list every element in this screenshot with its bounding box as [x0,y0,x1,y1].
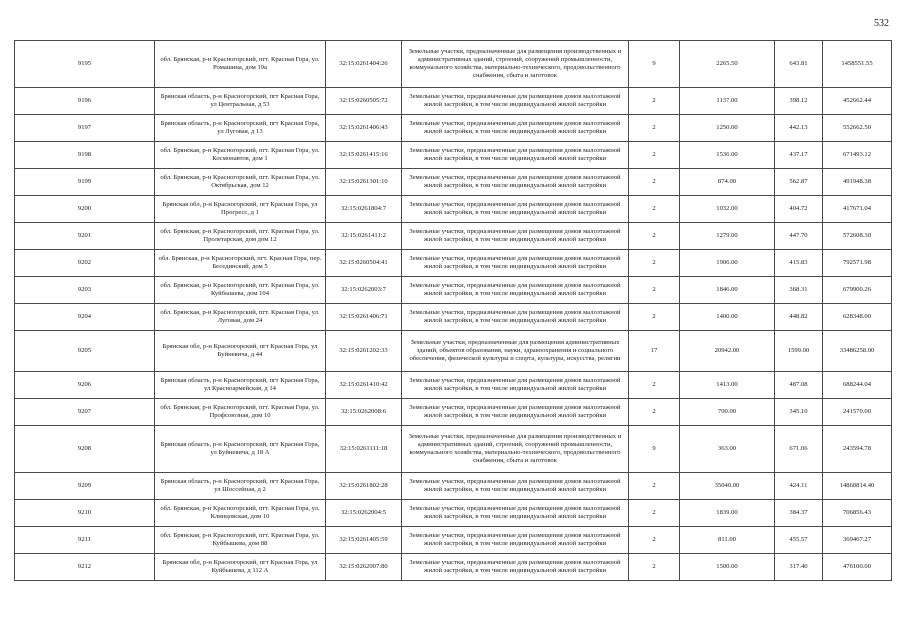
cadastral-value-cell: 688244.04 [823,372,892,399]
use-group-cell: 9 [629,426,680,473]
table-row [15,304,892,331]
land-use-cell: Земельные участки, предназначенные для размещения домов малоэтажной жилой застройки, в том числе индивидуальной жилой застройки [402,500,629,527]
land-registry-table [14,40,892,581]
cadastral-value-cell: 792571.98 [823,250,892,277]
area-cell: 1400.00 [680,304,775,331]
address-cell: Брянская обл, р-н Красногорский, пгт Красная Гора, ул Буйневича, д 44 [155,331,326,372]
specific-value-cell: 345.10 [775,399,823,426]
cadastral-number-cell: 32:15:0261802:28 [326,473,402,500]
row-number: 9196 [15,88,155,115]
use-group-cell: 2 [629,142,680,169]
specific-value-cell: 317.40 [775,554,823,581]
cadastral-value-cell: 369467.27 [823,527,892,554]
row-number: 9198 [15,142,155,169]
specific-value-cell: 415.83 [775,250,823,277]
cadastral-value-cell: 671493.12 [823,142,892,169]
specific-value-cell: 1599.00 [775,331,823,372]
use-group-cell: 2 [629,115,680,142]
address-cell: Брянская обл, р-н Красногорский, пгт Красная Гора, ул Куйбышева, д 112 А [155,554,326,581]
area-cell: 1536.00 [680,142,775,169]
specific-value-cell: 671.06 [775,426,823,473]
row-number: 9202 [15,250,155,277]
address-cell: обл. Брянская, р-н Красногорский, пгт. Красная Гора, ул. Октябрьская, дом 12 [155,169,326,196]
specific-value-cell: 368.31 [775,277,823,304]
cadastral-value-cell: 552662.50 [823,115,892,142]
table-row [15,223,892,250]
cadastral-value-cell: 1458551.55 [823,41,892,88]
area-cell: 811.00 [680,527,775,554]
table-row [15,250,892,277]
use-group-cell: 17 [629,331,680,372]
use-group-cell: 2 [629,399,680,426]
address-cell: Брянская область, р-н Красногорский, пгт Красная Гора, ул Буйневича, д 18 А [155,426,326,473]
table-row [15,142,892,169]
area-cell: 700.00 [680,399,775,426]
cadastral-number-cell: 32:15:0261406:71 [326,304,402,331]
row-number: 9212 [15,554,155,581]
registry-table-body [15,41,892,581]
land-use-cell: Земельные участки, предназначенные для размещения домов малоэтажной жилой застройки, в том числе индивидуальной жилой застройки [402,115,629,142]
table-row [15,115,892,142]
row-number: 9195 [15,41,155,88]
land-use-cell: Земельные участки, предназначенные для размещения домов малоэтажной жилой застройки, в том числе индивидуальной жилой застройки [402,527,629,554]
specific-value-cell: 384.37 [775,500,823,527]
row-number: 9211 [15,527,155,554]
row-number: 9209 [15,473,155,500]
land-use-cell: Земельные участки, предназначенные для размещения домов малоэтажной жилой застройки, в том числе индивидуальной жилой застройки [402,399,629,426]
cadastral-value-cell: 243594.78 [823,426,892,473]
table-row [15,88,892,115]
area-cell: 1906.00 [680,250,775,277]
use-group-cell: 2 [629,372,680,399]
specific-value-cell: 487.08 [775,372,823,399]
land-use-cell: Земельные участки, предназначенные для размещения домов малоэтажной жилой застройки, в том числе индивидуальной жилой застройки [402,142,629,169]
address-cell: обл. Брянская, р-н Красногорский, пгт. Красная Гора, ул. Клинцовская, дом 10 [155,500,326,527]
row-number: 9210 [15,500,155,527]
table-row [15,41,892,88]
cadastral-number-cell: 32:15:0261415:16 [326,142,402,169]
land-use-cell: Земельные участки, предназначенные для размещения производственных и административных зданий, строений, сооружений промышленности, коммунального хозяйства, материально-технического, продовольственного снабжения, сбыта и заготовок [402,426,629,473]
address-cell: обл. Брянская, р-н Красногорский, пгт. Красная Гора, пер. Бесединский, дом 5 [155,250,326,277]
land-use-cell: Земельные участки, предназначенные для размещения домов малоэтажной жилой застройки, в том числе индивидуальной жилой застройки [402,304,629,331]
use-group-cell: 2 [629,527,680,554]
use-group-cell: 2 [629,88,680,115]
address-cell: обл. Брянская, р-н Красногорский, пгт. Красная Гора, ул. Куйбышева, дом 104 [155,277,326,304]
cadastral-number-cell: 32:15:0262007:80 [326,554,402,581]
address-cell: обл. Брянская, р-н Красногорский, пгт. Красная Гора, ул. Пролетарская, дом дом 12 [155,223,326,250]
table-row [15,196,892,223]
area-cell: 1839.00 [680,500,775,527]
area-cell: 1846.00 [680,277,775,304]
area-cell: 363.00 [680,426,775,473]
cadastral-number-cell: 32:15:0261406:43 [326,115,402,142]
table-row [15,372,892,399]
use-group-cell: 2 [629,250,680,277]
cadastral-number-cell: 32:15:0261111:18 [326,426,402,473]
row-number: 9206 [15,372,155,399]
area-cell: 1032.00 [680,196,775,223]
address-cell: обл. Брянская, р-н Красногорский, пгт. Красная Гора, ул. Профсоюзная, дом 10 [155,399,326,426]
address-cell: Брянская область, р-н Красногорский, пгт Красная Гора, ул Луговая, д 13 [155,115,326,142]
cadastral-number-cell: 32:15:0261301:10 [326,169,402,196]
row-number: 9205 [15,331,155,372]
use-group-cell: 9 [629,41,680,88]
land-use-cell: Земельные участки, предназначенные для размещения домов малоэтажной жилой застройки, в том числе индивидуальной жилой застройки [402,88,629,115]
cadastral-value-cell: 241570.00 [823,399,892,426]
cadastral-number-cell: 32:15:0261804:7 [326,196,402,223]
land-use-cell: Земельные участки, предназначенные для размещения домов малоэтажной жилой застройки, в том числе индивидуальной жилой застройки [402,372,629,399]
table-row [15,500,892,527]
row-number: 9197 [15,115,155,142]
land-use-cell: Земельные участки, предназначенные для размещения домов малоэтажной жилой застройки, в том числе индивидуальной жилой застройки [402,473,629,500]
land-use-cell: Земельные участки, предназначенные для размещения домов малоэтажной жилой застройки, в том числе индивидуальной жилой застройки [402,169,629,196]
land-use-cell: Земельные участки, предназначенные для размещения домов малоэтажной жилой застройки, в том числе индивидуальной жилой застройки [402,250,629,277]
cadastral-number-cell: 32:15:0262004:5 [326,500,402,527]
cadastral-value-cell: 628348.00 [823,304,892,331]
address-cell: Брянская область, р-н Красногорский, пгт Красная Гора, ул Шоссейная, д 2 [155,473,326,500]
use-group-cell: 2 [629,277,680,304]
cadastral-value-cell: 476100.00 [823,554,892,581]
row-number: 9207 [15,399,155,426]
address-cell: обл. Брянская, р-н Красногорский, пгт. Красная Гора, ул. Космонавтов, дом 1 [155,142,326,169]
address-cell: Брянская обл, р-н Красногорский, пгт Красная Гора, ул Прогресс, д 1 [155,196,326,223]
cadastral-number-cell: 32:15:0261410:42 [326,372,402,399]
specific-value-cell: 455.57 [775,527,823,554]
use-group-cell: 2 [629,473,680,500]
table-row [15,426,892,473]
row-number: 9199 [15,169,155,196]
land-use-cell: Земельные участки, предназначенные для размещения домов малоэтажной жилой застройки, в том числе индивидуальной жилой застройки [402,277,629,304]
area-cell: 1250.00 [680,115,775,142]
area-cell: 20942.00 [680,331,775,372]
table-row [15,331,892,372]
table-row [15,169,892,196]
specific-value-cell: 643.81 [775,41,823,88]
use-group-cell: 2 [629,223,680,250]
address-cell: обл. Брянская, р-н Красногорский, пгт. Красная Гора, ул. Куйбышева, дом 88 [155,527,326,554]
land-use-cell: Земельные участки, предназначенные для размещения административных зданий, объектов образования, науки, здравоохранения и социального обеспечения, физической культуры и спорта, культуры, искусства, религии [402,331,629,372]
cadastral-number-cell: 32:15:0261405:59 [326,527,402,554]
cadastral-number-cell: 32:15:0261404:26 [326,41,402,88]
specific-value-cell: 424.11 [775,473,823,500]
address-cell: Брянская область, р-н Красногорский, пгт Красная Гора, ул Красноармейская, д 14 [155,372,326,399]
cadastral-value-cell: 33486258.00 [823,331,892,372]
specific-value-cell: 437.17 [775,142,823,169]
row-number: 9203 [15,277,155,304]
land-use-cell: Земельные участки, предназначенные для размещения домов малоэтажной жилой застройки, в том числе индивидуальной жилой застройки [402,223,629,250]
use-group-cell: 2 [629,500,680,527]
area-cell: 1413.00 [680,372,775,399]
land-use-cell: Земельные участки, предназначенные для размещения производственных и административных зданий, строений, сооружений промышленности, коммунального хозяйства, материально-технического, продовольственного снабжения, сбыта и заготовок [402,41,629,88]
cadastral-value-cell: 491948.38 [823,169,892,196]
table-row [15,554,892,581]
row-number: 9208 [15,426,155,473]
area-cell: 1137.00 [680,88,775,115]
row-number: 9201 [15,223,155,250]
cadastral-number-cell: 32:15:0260504:41 [326,250,402,277]
area-cell: 1279.00 [680,223,775,250]
row-number: 9200 [15,196,155,223]
table-row [15,399,892,426]
cadastral-number-cell: 32:15:0262008:6 [326,399,402,426]
table-row [15,527,892,554]
cadastral-value-cell: 679900.26 [823,277,892,304]
address-cell: обл. Брянская, р-н Красногорский, пгт. Красная Гора, ул. Ромашина, дом 19а [155,41,326,88]
cadastral-number-cell: 32:15:0262003:7 [326,277,402,304]
table-row [15,277,892,304]
cadastral-value-cell: 14860814.40 [823,473,892,500]
cadastral-value-cell: 572608.30 [823,223,892,250]
use-group-cell: 2 [629,554,680,581]
area-cell: 1500.00 [680,554,775,581]
table-row [15,473,892,500]
cadastral-value-cell: 706856.43 [823,500,892,527]
specific-value-cell: 447.70 [775,223,823,250]
area-cell: 35040.00 [680,473,775,500]
use-group-cell: 2 [629,196,680,223]
area-cell: 2265.50 [680,41,775,88]
use-group-cell: 2 [629,304,680,331]
cadastral-value-cell: 452662.44 [823,88,892,115]
specific-value-cell: 398.12 [775,88,823,115]
specific-value-cell: 562.87 [775,169,823,196]
specific-value-cell: 448.82 [775,304,823,331]
use-group-cell: 2 [629,169,680,196]
cadastral-value-cell: 417671.04 [823,196,892,223]
address-cell: обл. Брянская, р-н Красногорский, пгт. Красная Гора, ул. Луговая, дом 24 [155,304,326,331]
row-number: 9204 [15,304,155,331]
cadastral-number-cell: 32:15:0261411:2 [326,223,402,250]
cadastral-number-cell: 32:15:0261202:33 [326,331,402,372]
specific-value-cell: 404.72 [775,196,823,223]
land-use-cell: Земельные участки, предназначенные для размещения домов малоэтажной жилой застройки, в том числе индивидуальной жилой застройки [402,196,629,223]
land-use-cell: Земельные участки, предназначенные для размещения домов малоэтажной жилой застройки, в том числе индивидуальной жилой застройки [402,554,629,581]
specific-value-cell: 442.13 [775,115,823,142]
address-cell: Брянская область, р-н Красногорский, пгт Красная Гора, ул Центральная, д 53 [155,88,326,115]
area-cell: 874.00 [680,169,775,196]
cadastral-number-cell: 32:15:0260505:72 [326,88,402,115]
page-number: 532 [874,18,889,29]
